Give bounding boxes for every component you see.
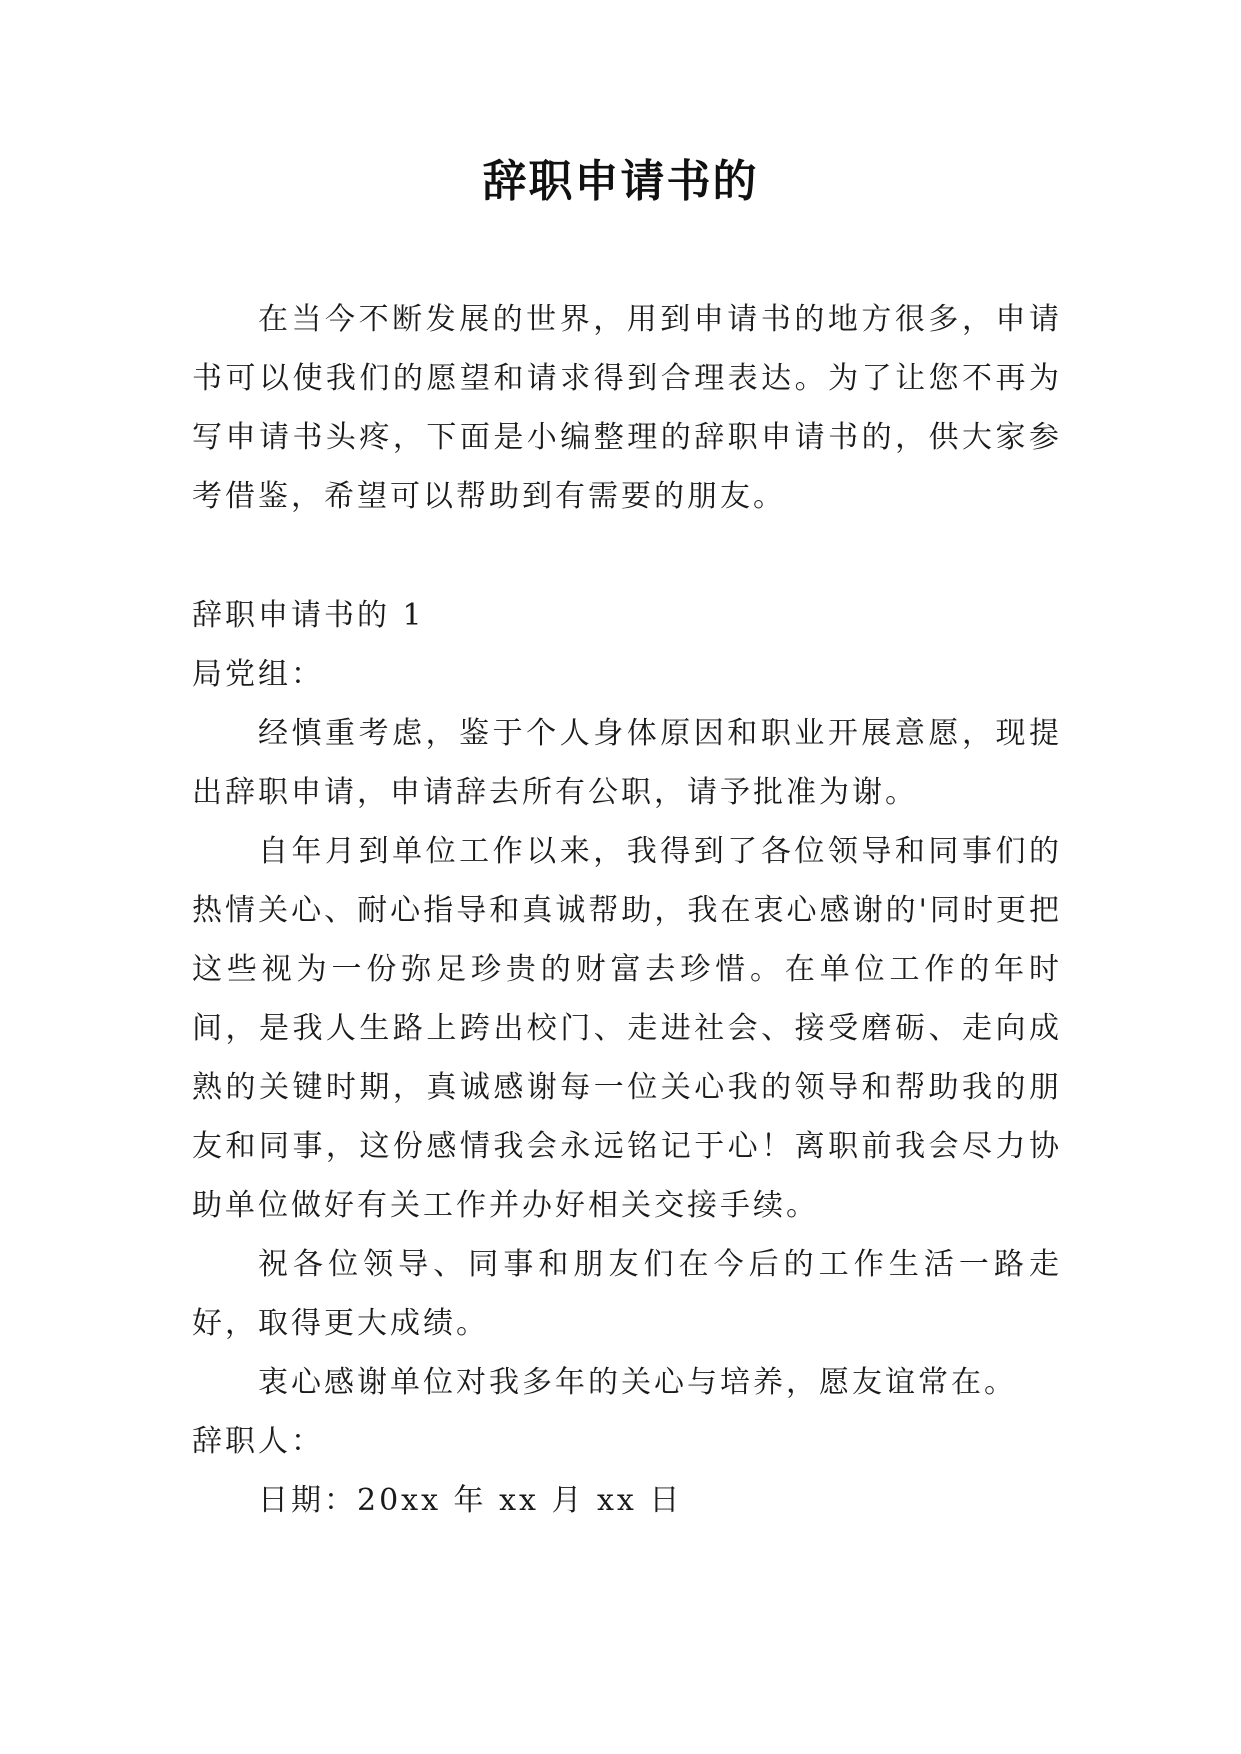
body-paragraph-1: 经慎重考虑，鉴于个人身体原因和职业开展意愿，现提出辞职申请，申请辞去所有公职，请予批准为谢。 [192,716,1062,810]
signature-line: 辞职人： [192,1424,324,1459]
body-paragraph-2: 自年月到单位工作以来，我得到了各位领导和同事们的热情关心、耐心指导和真诚帮助，我在衷心感谢的'同时更把这些视为一份弥足珍贵的财富去珍惜。在单位工作的年时间，是我人生路上跨出校门、走进社会、接受磨砺、走向成熟的关键时期，真诚感谢每一位关心我的领导和帮助我的朋友和同事，这份感情我会永远铭记于心！离职前我会尽力协助单位做好有关工作并办好相关交接手续。 [192,834,1062,1223]
document-body [192,290,1062,1530]
body-paragraph-3: 祝各位领导、同事和朋友们在今后的工作生活一路走好，取得更大成绩。 [192,1247,1062,1341]
intro-paragraph: 在当今不断发展的世界，用到申请书的地方很多，申请书可以使我们的愿望和请求得到合理表达。为了让您不再为写申请书头疼，下面是小编整理的辞职申请书的，供大家参考借鉴，希望可以帮助到有需要的朋友。 [192,302,1062,514]
date-line: 日期：20xx 年 xx 月 xx 日 [258,1483,683,1518]
section-heading: 辞职申请书的 1 [192,598,425,633]
document-title: 辞职申请书的 [482,156,759,207]
spacer [192,526,1062,586]
body-paragraph-4: 衷心感谢单位对我多年的关心与培养，愿友谊常在。 [258,1365,1017,1400]
salutation: 局党组： [192,657,324,692]
